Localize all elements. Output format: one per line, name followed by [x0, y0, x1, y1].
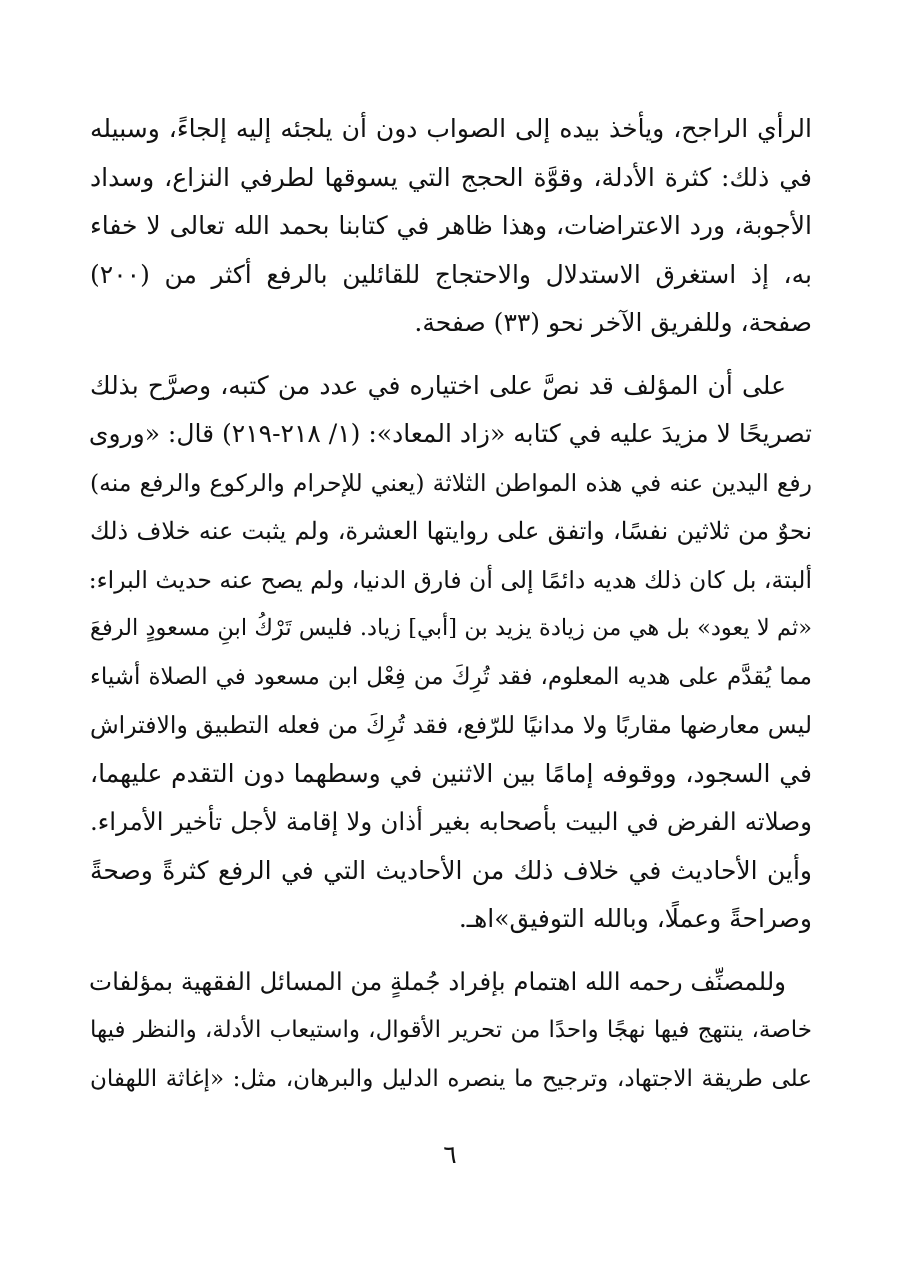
text-line: في ذلك: كثرة الأدلة، وقوَّة الحجج التي يسوقها لطرفي النزاع، وسداد: [90, 162, 812, 192]
text-line: مما يُقدَّم على هديه المعلوم، فقد تُرِكَ من فِعْل ابن مسعود في الصلاة أشياء: [90, 663, 812, 690]
paragraph-2: [90, 362, 812, 944]
page-number: ٦: [443, 1140, 457, 1169]
text-line: نحوٌ من ثلاثين نفسًا، واتفق على روايتها العشرة، ولم يثبت عنه خلاف ذلك: [90, 517, 812, 545]
text-line: الأجوبة، ورد الاعتراضات، وهذا ظاهر في كتابنا بحمد الله تعالى لا خفاء: [90, 211, 812, 240]
paragraph-1: [90, 105, 812, 348]
text-line: وأين الأحاديث في خلاف ذلك من الأحاديث التي في الرفع كثرةً وصحةً: [90, 855, 812, 885]
text-line: الرأي الراجح، ويأخذ بيده إلى الصواب دون أن يلجئه إليه إلجاءً، وسبيله: [90, 114, 812, 143]
text-line: «ثم لا يعود» بل هي من زيادة يزيد بن [أبي] زياد. فليس تَرْكُ ابنِ مسعودٍ الرفعَ: [90, 615, 812, 641]
text-line: خاصة، ينتهج فيها نهجًا واحدًا من تحرير الأقوال، واستيعاب الأدلة، والنظر فيها: [90, 1017, 812, 1043]
text-line: رفع اليدين عنه في هذه المواطن الثلاثة (يعني للإحرام والركوع والرفع منه): [90, 468, 812, 497]
text-line: في السجود، ووقوفه إمامًا بين الاثنين في وسطهما دون التقدم عليهما،: [90, 758, 812, 788]
text-line: ليس معارضها مقاربًا ولا مدانيًا للرّفع، فقد تُرِكَ من فعله التطبيق والافتراش: [90, 711, 812, 739]
text-line: على طريقة الاجتهاد، وترجيح ما ينصره الدليل والبرهان، مثل: «إغاثة اللهفان: [90, 1065, 812, 1092]
text-line: ألبتة، بل كان ذلك هديه دائمًا إلى أن فارق الدنيا، ولم يصح عنه حديث البراء:: [88, 565, 812, 594]
text-line: وصلاته الفرض في البيت بأصحابه بغير أذان ولا إقامة لأجل تأخير الأمراء.: [90, 807, 812, 836]
text-line: وصراحةً وعملًا، وبالله التوفيق»اهـ.: [458, 904, 812, 933]
text-line: تصريحًا لا مزيدَ عليه في كتابه «زاد المعاد»: (١/ ٢١٨-٢١٩) قال: «وروى: [88, 419, 812, 448]
text-line: على أن المؤلف قد نصَّ على اختياره في عدد من كتبه، وصرَّح بذلك: [90, 370, 786, 400]
page-body: [90, 105, 812, 1117]
text-line: صفحة، وللفريق الآخر نحو (٣٣) صفحة.: [414, 308, 812, 337]
text-line: به، إذ استغرق الاستدلال والاحتجاج للقائلين بالرفع أكثر من (٢٠٠): [90, 259, 812, 289]
text-line: وللمصنِّف رحمه الله اهتمام بإفراد جُملةٍ من المسائل الفقهية بمؤلفات: [89, 966, 786, 996]
paragraph-3: [90, 958, 812, 1104]
